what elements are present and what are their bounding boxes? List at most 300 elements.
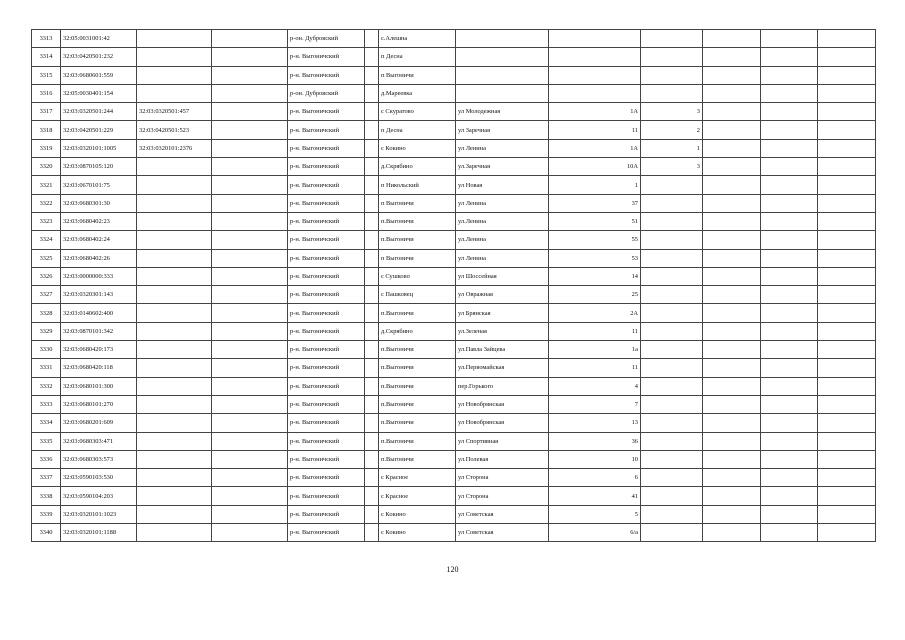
extra-number-cell: [641, 66, 703, 84]
row-number-cell: 3313: [32, 30, 61, 48]
street-cell: ул Советская: [456, 524, 549, 542]
district-cell: р-н. Выгоничский: [288, 267, 365, 285]
row-number-cell: 3335: [32, 432, 61, 450]
empty-cell: [761, 524, 818, 542]
table-row: [32, 231, 876, 249]
street-cell: ул Сторона: [456, 469, 549, 487]
street-cell: ул Заречная: [456, 121, 549, 139]
settlement-cell: п Никольский: [379, 176, 456, 194]
empty-cell: [761, 139, 818, 157]
empty-cell: [212, 249, 288, 267]
empty-cell: [365, 450, 379, 468]
previous-number-cell: 32:03:0420501:523: [137, 121, 212, 139]
empty-cell: [761, 103, 818, 121]
empty-cell: [365, 158, 379, 176]
table-row: [32, 505, 876, 523]
previous-number-cell: 32:03:0320101:2376: [137, 139, 212, 157]
empty-cell: [761, 176, 818, 194]
extra-number-cell: [641, 212, 703, 230]
street-cell: пер.Горького: [456, 377, 549, 395]
empty-cell: [761, 66, 818, 84]
empty-cell: [365, 286, 379, 304]
house-number-cell: [549, 30, 641, 48]
row-number-cell: 3337: [32, 469, 61, 487]
row-number-cell: 3318: [32, 121, 61, 139]
empty-cell: [761, 469, 818, 487]
district-cell: р-н. Выгоничский: [288, 176, 365, 194]
registry-body: [32, 30, 876, 542]
district-cell: р-н. Выгоничский: [288, 121, 365, 139]
house-number-cell: 51: [549, 212, 641, 230]
house-number-cell: 1а: [549, 341, 641, 359]
empty-cell: [365, 121, 379, 139]
district-cell: р-н. Выгоничский: [288, 103, 365, 121]
empty-cell: [212, 176, 288, 194]
house-number-cell: 1: [549, 176, 641, 194]
empty-cell: [365, 505, 379, 523]
settlement-cell: п.Выгоничи: [379, 414, 456, 432]
row-number-cell: 3330: [32, 341, 61, 359]
settlement-cell: п Десна: [379, 48, 456, 66]
empty-cell: [365, 304, 379, 322]
settlement-cell: с Сушково: [379, 267, 456, 285]
cadastral-number-cell: 32:03:0680402:26: [61, 249, 137, 267]
empty-cell: [761, 286, 818, 304]
row-number-cell: 3315: [32, 66, 61, 84]
settlement-cell: п.Выгоничи: [379, 395, 456, 413]
settlement-cell: с Красное: [379, 487, 456, 505]
empty-cell: [703, 139, 761, 157]
empty-cell: [703, 395, 761, 413]
empty-cell: [761, 341, 818, 359]
empty-cell: [703, 304, 761, 322]
house-number-cell: 10: [549, 450, 641, 468]
empty-cell: [703, 194, 761, 212]
previous-number-cell: [137, 377, 212, 395]
extra-number-cell: [641, 395, 703, 413]
empty-cell: [818, 450, 876, 468]
table-row: [32, 450, 876, 468]
settlement-cell: д.Скрябино: [379, 322, 456, 340]
empty-cell: [761, 322, 818, 340]
empty-cell: [212, 505, 288, 523]
row-number-cell: 3334: [32, 414, 61, 432]
previous-number-cell: [137, 395, 212, 413]
empty-cell: [818, 377, 876, 395]
row-number-cell: 3320: [32, 158, 61, 176]
empty-cell: [761, 359, 818, 377]
extra-number-cell: [641, 341, 703, 359]
district-cell: р-н. Выгоничский: [288, 487, 365, 505]
empty-cell: [365, 469, 379, 487]
empty-cell: [365, 231, 379, 249]
street-cell: [456, 66, 549, 84]
street-cell: ул Новая: [456, 176, 549, 194]
page-number: 120: [446, 565, 459, 574]
empty-cell: [761, 48, 818, 66]
district-cell: р-н. Выгоничский: [288, 505, 365, 523]
settlement-cell: п.Выгоничи: [379, 377, 456, 395]
empty-cell: [365, 432, 379, 450]
street-cell: ул Новобрянская: [456, 395, 549, 413]
street-cell: ул Ленина: [456, 194, 549, 212]
cadastral-number-cell: 32:03:0680301:30: [61, 194, 137, 212]
house-number-cell: 53: [549, 249, 641, 267]
empty-cell: [365, 414, 379, 432]
extra-number-cell: [641, 524, 703, 542]
extra-number-cell: [641, 377, 703, 395]
empty-cell: [365, 103, 379, 121]
street-cell: [456, 84, 549, 102]
row-number-cell: 3314: [32, 48, 61, 66]
empty-cell: [761, 505, 818, 523]
empty-cell: [818, 249, 876, 267]
previous-number-cell: [137, 286, 212, 304]
settlement-cell: д.Скрябино: [379, 158, 456, 176]
empty-cell: [703, 121, 761, 139]
empty-cell: [212, 158, 288, 176]
empty-cell: [365, 48, 379, 66]
empty-cell: [212, 267, 288, 285]
previous-number-cell: [137, 505, 212, 523]
empty-cell: [703, 487, 761, 505]
empty-cell: [212, 432, 288, 450]
table-row: [32, 249, 876, 267]
settlement-cell: с Кокино: [379, 524, 456, 542]
row-number-cell: 3331: [32, 359, 61, 377]
empty-cell: [212, 487, 288, 505]
district-cell: р-н. Выгоничский: [288, 432, 365, 450]
empty-cell: [761, 84, 818, 102]
previous-number-cell: [137, 249, 212, 267]
empty-cell: [212, 139, 288, 157]
empty-cell: [761, 450, 818, 468]
empty-cell: [703, 176, 761, 194]
empty-cell: [212, 30, 288, 48]
cadastral-number-cell: 32:03:0320101:1005: [61, 139, 137, 157]
empty-cell: [761, 304, 818, 322]
street-cell: ул.Полевая: [456, 450, 549, 468]
extra-number-cell: [641, 432, 703, 450]
row-number-cell: 3336: [32, 450, 61, 468]
cadastral-number-cell: 32:03:0670101:75: [61, 176, 137, 194]
row-number-cell: 3332: [32, 377, 61, 395]
empty-cell: [212, 377, 288, 395]
street-cell: [456, 48, 549, 66]
empty-cell: [212, 212, 288, 230]
street-cell: ул Ленина: [456, 249, 549, 267]
table-row: [32, 414, 876, 432]
row-number-cell: 3326: [32, 267, 61, 285]
street-cell: ул Брянская: [456, 304, 549, 322]
empty-cell: [818, 322, 876, 340]
row-number-cell: 3340: [32, 524, 61, 542]
street-cell: ул.Зеленая: [456, 322, 549, 340]
cadastral-number-cell: 32:03:0870101:342: [61, 322, 137, 340]
cadastral-number-cell: 32:03:0680101:300: [61, 377, 137, 395]
house-number-cell: 36: [549, 432, 641, 450]
empty-cell: [761, 249, 818, 267]
cadastral-number-cell: 32:03:0680101:270: [61, 395, 137, 413]
cadastral-number-cell: 32:03:0680402:23: [61, 212, 137, 230]
empty-cell: [818, 432, 876, 450]
extra-number-cell: [641, 249, 703, 267]
house-number-cell: 25: [549, 286, 641, 304]
settlement-cell: п Десна: [379, 121, 456, 139]
cadastral-number-cell: 32:03:0140602:400: [61, 304, 137, 322]
extra-number-cell: [641, 414, 703, 432]
previous-number-cell: [137, 304, 212, 322]
extra-number-cell: [641, 48, 703, 66]
empty-cell: [818, 231, 876, 249]
settlement-cell: с Кокино: [379, 139, 456, 157]
empty-cell: [703, 103, 761, 121]
settlement-cell: с.Алешна: [379, 30, 456, 48]
house-number-cell: 4: [549, 377, 641, 395]
house-number-cell: [549, 84, 641, 102]
cadastral-number-cell: 32:03:0320501:244: [61, 103, 137, 121]
row-number-cell: 3319: [32, 139, 61, 157]
empty-cell: [365, 377, 379, 395]
empty-cell: [365, 194, 379, 212]
house-number-cell: 1А: [549, 103, 641, 121]
table-row: [32, 286, 876, 304]
empty-cell: [703, 414, 761, 432]
empty-cell: [703, 30, 761, 48]
cadastral-number-cell: 32:05:0030401:154: [61, 84, 137, 102]
previous-number-cell: [137, 48, 212, 66]
row-number-cell: 3317: [32, 103, 61, 121]
previous-number-cell: [137, 267, 212, 285]
settlement-cell: п.Выгоничи: [379, 212, 456, 230]
empty-cell: [818, 121, 876, 139]
empty-cell: [818, 267, 876, 285]
street-cell: ул Овражная: [456, 286, 549, 304]
empty-cell: [365, 267, 379, 285]
previous-number-cell: [137, 450, 212, 468]
empty-cell: [703, 450, 761, 468]
extra-number-cell: [641, 304, 703, 322]
house-number-cell: 41: [549, 487, 641, 505]
empty-cell: [818, 395, 876, 413]
empty-cell: [212, 359, 288, 377]
street-cell: ул.Ленина: [456, 212, 549, 230]
district-cell: р-н. Выгоничский: [288, 194, 365, 212]
cadastral-number-cell: 32:03:0000000:333: [61, 267, 137, 285]
empty-cell: [703, 469, 761, 487]
previous-number-cell: [137, 359, 212, 377]
row-number-cell: 3325: [32, 249, 61, 267]
district-cell: р-н. Выгоничский: [288, 304, 365, 322]
street-cell: ул.Павла Зайцева: [456, 341, 549, 359]
empty-cell: [703, 505, 761, 523]
previous-number-cell: [137, 341, 212, 359]
empty-cell: [365, 212, 379, 230]
row-number-cell: 3321: [32, 176, 61, 194]
street-cell: ул Шоссейная: [456, 267, 549, 285]
empty-cell: [365, 395, 379, 413]
row-number-cell: 3328: [32, 304, 61, 322]
table-row: [32, 48, 876, 66]
district-cell: р-н. Выгоничский: [288, 469, 365, 487]
empty-cell: [365, 341, 379, 359]
empty-cell: [212, 524, 288, 542]
district-cell: р-н. Выгоничский: [288, 286, 365, 304]
table-row: [32, 30, 876, 48]
cadastral-number-cell: 32:03:0680303:471: [61, 432, 137, 450]
empty-cell: [212, 66, 288, 84]
empty-cell: [212, 322, 288, 340]
empty-cell: [818, 48, 876, 66]
empty-cell: [703, 524, 761, 542]
empty-cell: [365, 524, 379, 542]
district-cell: р-н. Выгоничский: [288, 249, 365, 267]
extra-number-cell: [641, 30, 703, 48]
house-number-cell: 11: [549, 359, 641, 377]
cadastral-number-cell: 32:03:0590104:203: [61, 487, 137, 505]
empty-cell: [818, 212, 876, 230]
table-row: [32, 432, 876, 450]
empty-cell: [365, 30, 379, 48]
settlement-cell: с Кокино: [379, 505, 456, 523]
empty-cell: [818, 103, 876, 121]
cadastral-number-cell: 32:03:0680402:24: [61, 231, 137, 249]
district-cell: р-н. Выгоничский: [288, 377, 365, 395]
empty-cell: [761, 377, 818, 395]
empty-cell: [365, 176, 379, 194]
settlement-cell: п.Выгоничи: [379, 359, 456, 377]
previous-number-cell: [137, 231, 212, 249]
previous-number-cell: [137, 487, 212, 505]
empty-cell: [818, 304, 876, 322]
house-number-cell: [549, 66, 641, 84]
table-row: [32, 176, 876, 194]
empty-cell: [212, 84, 288, 102]
previous-number-cell: [137, 524, 212, 542]
empty-cell: [703, 432, 761, 450]
empty-cell: [703, 359, 761, 377]
district-cell: р-н. Выгоничский: [288, 395, 365, 413]
empty-cell: [703, 341, 761, 359]
street-cell: ул.Заречная: [456, 158, 549, 176]
settlement-cell: п Выгоничи: [379, 66, 456, 84]
street-cell: ул Советская: [456, 505, 549, 523]
empty-cell: [761, 121, 818, 139]
district-cell: р-н. Выгоничский: [288, 158, 365, 176]
cadastral-number-cell: 32:03:0680601:559: [61, 66, 137, 84]
empty-cell: [818, 30, 876, 48]
district-cell: р-н. Выгоничский: [288, 48, 365, 66]
extra-number-cell: [641, 267, 703, 285]
empty-cell: [703, 158, 761, 176]
empty-cell: [818, 487, 876, 505]
empty-cell: [818, 341, 876, 359]
empty-cell: [365, 249, 379, 267]
house-number-cell: 13: [549, 414, 641, 432]
empty-cell: [761, 395, 818, 413]
house-number-cell: 7: [549, 395, 641, 413]
empty-cell: [703, 48, 761, 66]
table-row: [32, 66, 876, 84]
house-number-cell: 11: [549, 322, 641, 340]
district-cell: р-н. Выгоничский: [288, 524, 365, 542]
table-row: [32, 158, 876, 176]
settlement-cell: п.Выгоничи: [379, 432, 456, 450]
table-row: [32, 377, 876, 395]
empty-cell: [703, 322, 761, 340]
empty-cell: [212, 395, 288, 413]
extra-number-cell: [641, 505, 703, 523]
cadastral-number-cell: 32:03:0320101:1023: [61, 505, 137, 523]
table-row: [32, 84, 876, 102]
empty-cell: [365, 322, 379, 340]
empty-cell: [703, 249, 761, 267]
settlement-cell: п.Выгоничи: [379, 341, 456, 359]
table-row: [32, 103, 876, 121]
table-row: [32, 267, 876, 285]
empty-cell: [703, 66, 761, 84]
empty-cell: [212, 231, 288, 249]
district-cell: р-н. Выгоничский: [288, 414, 365, 432]
extra-number-cell: [641, 286, 703, 304]
cadastral-number-cell: 32:03:0320101:1188: [61, 524, 137, 542]
cadastral-number-cell: 32:03:0420501:232: [61, 48, 137, 66]
extra-number-cell: [641, 469, 703, 487]
previous-number-cell: [137, 469, 212, 487]
empty-cell: [818, 469, 876, 487]
previous-number-cell: [137, 66, 212, 84]
empty-cell: [365, 66, 379, 84]
table-row: [32, 212, 876, 230]
empty-cell: [365, 359, 379, 377]
table-row: [32, 359, 876, 377]
table-row: [32, 487, 876, 505]
empty-cell: [761, 194, 818, 212]
house-number-cell: 55: [549, 231, 641, 249]
house-number-cell: 1А: [549, 139, 641, 157]
empty-cell: [365, 487, 379, 505]
empty-cell: [365, 84, 379, 102]
district-cell: р-н. Выгоничский: [288, 341, 365, 359]
previous-number-cell: [137, 414, 212, 432]
street-cell: ул Спортивная: [456, 432, 549, 450]
empty-cell: [212, 103, 288, 121]
extra-number-cell: [641, 450, 703, 468]
extra-number-cell: 3: [641, 103, 703, 121]
empty-cell: [212, 304, 288, 322]
empty-cell: [703, 267, 761, 285]
extra-number-cell: [641, 487, 703, 505]
house-number-cell: 6/а: [549, 524, 641, 542]
empty-cell: [818, 139, 876, 157]
street-cell: ул.Первомайская: [456, 359, 549, 377]
cadastral-number-cell: 32:03:0320301:143: [61, 286, 137, 304]
district-cell: р-н. Выгоничский: [288, 212, 365, 230]
table-row: [32, 322, 876, 340]
extra-number-cell: 3: [641, 158, 703, 176]
settlement-cell: с Пашковец: [379, 286, 456, 304]
extra-number-cell: [641, 359, 703, 377]
settlement-cell: д.Мареевка: [379, 84, 456, 102]
previous-number-cell: [137, 432, 212, 450]
empty-cell: [703, 286, 761, 304]
settlement-cell: п.Выгоничи: [379, 304, 456, 322]
empty-cell: [761, 30, 818, 48]
previous-number-cell: [137, 194, 212, 212]
row-number-cell: 3327: [32, 286, 61, 304]
street-cell: ул Новобрянская: [456, 414, 549, 432]
table-row: [32, 194, 876, 212]
